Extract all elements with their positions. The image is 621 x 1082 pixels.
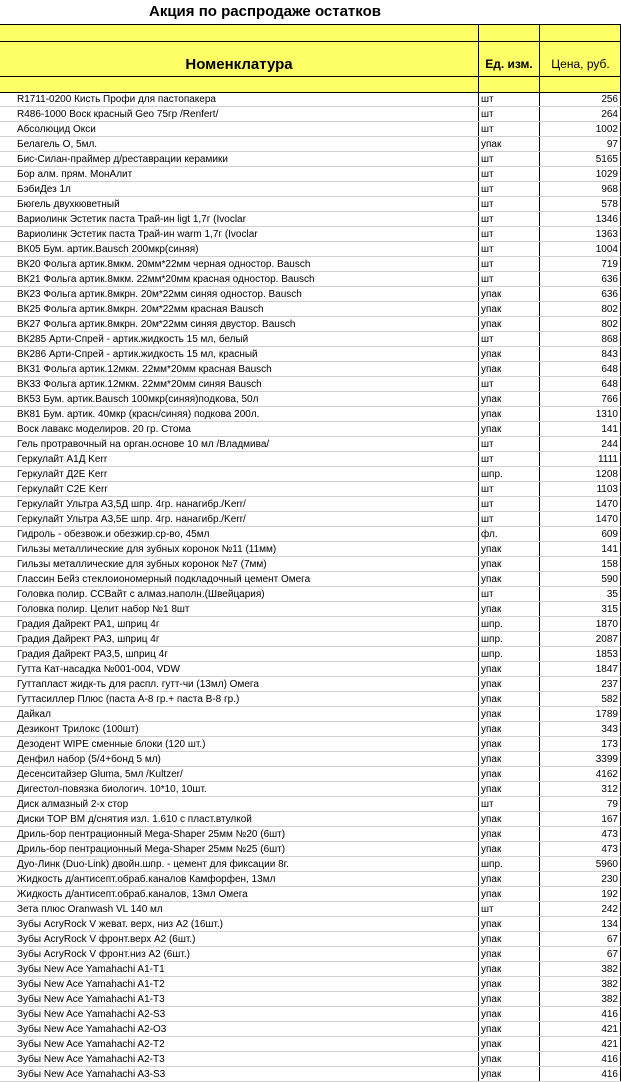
cell-price: 244 xyxy=(601,439,618,450)
table-row[interactable] xyxy=(0,122,621,137)
cell-name: Гель протравочный на орган.основе 10 мл /Владмива/ xyxy=(17,439,270,450)
cell-name: Жидкость д/антисепт.обраб.каналов, 13мл Омега xyxy=(17,889,248,900)
table-row[interactable] xyxy=(0,737,621,752)
cell-unit: шт xyxy=(481,499,494,510)
table-row[interactable] xyxy=(0,692,621,707)
cell-name: ВК285 Арти-Спрей - артик.жидкость 15 мл, белый xyxy=(17,334,249,345)
cell-unit: шт xyxy=(481,109,494,120)
cell-price: 67 xyxy=(606,934,618,945)
cell-name: Вариолинк Эстетик паста Трай-ин ligt 1,7г (Ivoclar xyxy=(17,214,246,225)
column-header-name[interactable]: Номенклатура xyxy=(185,55,293,73)
cell-unit: упак xyxy=(481,919,502,930)
cell-price: 802 xyxy=(601,319,618,330)
table-row[interactable] xyxy=(0,422,621,437)
table-row[interactable] xyxy=(0,662,621,677)
cell-price: 1470 xyxy=(595,499,618,510)
table-row[interactable] xyxy=(0,92,621,107)
sheet-title: Акция по распродаже остатков xyxy=(149,3,381,20)
cell-unit: упак xyxy=(481,664,502,675)
table-row[interactable] xyxy=(0,107,621,122)
cell-name: Зубы New Ace Yamahachi A3-S3 xyxy=(17,1069,166,1080)
cell-unit: шт xyxy=(481,184,494,195)
cell-name: Градия Дайрект PA3, шприц 4г xyxy=(17,634,160,645)
column-header-unit[interactable]: Ед. изм. xyxy=(485,57,533,71)
cell-unit: упак xyxy=(481,304,502,315)
cell-price: 1103 xyxy=(596,484,618,495)
cell-unit: шт xyxy=(481,199,494,210)
table-row[interactable] xyxy=(0,932,621,947)
cell-price: 192 xyxy=(601,889,618,900)
table-row[interactable] xyxy=(0,542,621,557)
cell-unit: шт xyxy=(481,244,494,255)
cell-price: 1847 xyxy=(595,664,618,675)
table-row[interactable] xyxy=(0,347,621,362)
table-row[interactable] xyxy=(0,287,621,302)
table-row[interactable] xyxy=(0,797,621,812)
table-row[interactable] xyxy=(0,1052,621,1067)
cell-unit: упак xyxy=(481,544,502,555)
cell-unit: упак xyxy=(481,1039,502,1050)
cell-unit: упак xyxy=(481,979,502,990)
cell-price: 421 xyxy=(601,1039,618,1050)
grid-line xyxy=(0,24,621,25)
cell-price: 35 xyxy=(606,589,618,600)
table-row[interactable] xyxy=(0,392,621,407)
table-row[interactable] xyxy=(0,812,621,827)
table-row[interactable] xyxy=(0,887,621,902)
cell-unit: упак xyxy=(481,1054,502,1065)
cell-name: Головка полир. ССВайт с алмаз.наполн.(Швейцария) xyxy=(17,589,265,600)
cell-name: Вариолинк Эстетик паста Трай-ин warm 1,7г (Ivoclar xyxy=(17,229,258,240)
table-row[interactable] xyxy=(0,437,621,452)
cell-name: Дриль-бор пентрационный Mega-Shaper 25мм №25 (6шт) xyxy=(17,844,286,855)
cell-price: 1310 xyxy=(595,409,618,420)
cell-price: 1029 xyxy=(595,169,618,180)
table-row[interactable] xyxy=(0,782,621,797)
cell-unit: упак xyxy=(481,349,502,360)
cell-unit: упак xyxy=(481,814,502,825)
cell-price: 590 xyxy=(601,574,618,585)
cell-unit: шпр. xyxy=(481,469,503,480)
table-row[interactable] xyxy=(0,857,621,872)
cell-price: 382 xyxy=(601,994,618,1005)
cell-name: Гильзы металлические для зубных коронок №7 (7мм) xyxy=(17,559,267,570)
table-row[interactable] xyxy=(0,272,621,287)
cell-name: ВК05 Бум. артик.Bausch 200мкр(синяя) xyxy=(17,244,199,255)
cell-name: Диск алмазный 2-х стор xyxy=(17,799,129,810)
table-row[interactable] xyxy=(0,512,621,527)
cell-unit: шт xyxy=(481,484,494,495)
table-row[interactable] xyxy=(0,677,621,692)
cell-price: 416 xyxy=(601,1069,618,1080)
cell-price: 636 xyxy=(601,289,618,300)
table-row[interactable] xyxy=(0,377,621,392)
cell-name: Зубы AcryRock V жеват. верх, низ А2 (16шт.) xyxy=(17,919,223,930)
cell-unit: упак xyxy=(481,889,502,900)
cell-name: Зубы New Ace Yamahachi A1-T3 xyxy=(17,994,165,1005)
cell-unit: упак xyxy=(481,769,502,780)
cell-price: 5165 xyxy=(595,154,618,165)
table-row[interactable] xyxy=(0,647,621,662)
cell-name: Гуттасиллер Плюс (паста А-8 гр.+ паста В-8 гр.) xyxy=(17,694,240,705)
cell-price: 1870 xyxy=(595,619,618,630)
cell-name: R486-1000 Воск красный Geo 75гр /Renfert/ xyxy=(17,109,219,120)
table-row[interactable] xyxy=(0,947,621,962)
cell-unit: упак xyxy=(481,604,502,615)
table-row[interactable] xyxy=(0,257,621,272)
cell-name: Зубы AcryRock V фронт.низ А2 (6шт.) xyxy=(17,949,190,960)
cell-name: Зубы New Ace Yamahachi A2-O3 xyxy=(17,1024,167,1035)
cell-name: R1711-0200 Кисть Профи для пастопакера xyxy=(17,94,216,105)
price-table-body xyxy=(0,92,621,1082)
cell-unit: упак xyxy=(481,1069,502,1080)
cell-price: 4162 xyxy=(595,769,618,780)
cell-price: 167 xyxy=(601,814,618,825)
cell-name: ВК286 Арти-Спрей - артик.жидкость 15 мл, красный xyxy=(17,349,258,360)
cell-price: 582 xyxy=(601,694,618,705)
table-row[interactable] xyxy=(0,587,621,602)
cell-unit: упак xyxy=(481,994,502,1005)
cell-unit: шпр. xyxy=(481,634,503,645)
cell-price: 802 xyxy=(601,304,618,315)
cell-name: Дриль-бор пентрационный Mega-Shaper 25мм №20 (6шт) xyxy=(17,829,286,840)
cell-price: 421 xyxy=(601,1024,618,1035)
cell-name: ВК27 Фольга артик.8мкрн. 20м*22мм синяя двустор. Bausch xyxy=(17,319,296,330)
cell-unit: упак xyxy=(481,949,502,960)
cell-name: Дезодент WIPE сменные блоки (120 шт.) xyxy=(17,739,206,750)
cell-price: 843 xyxy=(601,349,618,360)
cell-unit: упак xyxy=(481,574,502,585)
cell-unit: упак xyxy=(481,934,502,945)
cell-price: 67 xyxy=(606,949,618,960)
cell-name: Глассин Бейз стеклоиономерный подкладочный цемент Омега xyxy=(17,574,311,585)
table-row[interactable] xyxy=(0,842,621,857)
cell-name: Геркулайт Ультра А3,5Д шпр. 4гр. нанагибр./Kerr/ xyxy=(17,499,246,510)
cell-price: 256 xyxy=(601,94,618,105)
cell-unit: шт xyxy=(481,214,494,225)
cell-name: Воск лавакс моделиров. 20 гр. Стома xyxy=(17,424,191,435)
cell-unit: упак xyxy=(481,874,502,885)
cell-name: Зубы New Ace Yamahachi A1-T1 xyxy=(17,964,165,975)
cell-unit: шт xyxy=(481,154,494,165)
cell-unit: шт xyxy=(481,454,494,465)
cell-unit: упак xyxy=(481,844,502,855)
cell-name: Головка полир. Целит набор №1 8шт xyxy=(17,604,190,615)
cell-price: 158 xyxy=(601,559,618,570)
table-row[interactable] xyxy=(0,197,621,212)
cell-name: Абсолюцид Окси xyxy=(17,124,96,135)
cell-name: ВК25 Фольга артик.8мкрн. 20м*22мм красная Bausch xyxy=(17,304,264,315)
table-row[interactable] xyxy=(0,527,621,542)
cell-name: Зубы New Ace Yamahachi A1-T2 xyxy=(17,979,165,990)
cell-name: Диски TOP BM д/снятия изл. 1.610 с пласт.втулкой xyxy=(17,814,252,825)
cell-name: Зубы New Ace Yamahachi A2-T2 xyxy=(17,1039,165,1050)
cell-unit: упак xyxy=(481,139,502,150)
table-row[interactable] xyxy=(0,557,621,572)
cell-name: Бис-Силан-праймер д/реставрации керамики xyxy=(17,154,228,165)
table-row[interactable] xyxy=(0,167,621,182)
cell-name: Геркулайт Ультра А3,5Е шпр. 4гр. нанагибр./Kerr/ xyxy=(17,514,246,525)
table-row[interactable] xyxy=(0,1007,621,1022)
table-row[interactable] xyxy=(0,452,621,467)
cell-price: 312 xyxy=(601,784,618,795)
cell-price: 473 xyxy=(601,844,618,855)
cell-unit: шт xyxy=(481,514,494,525)
cell-price: 636 xyxy=(601,274,618,285)
cell-unit: шт xyxy=(481,259,494,270)
cell-price: 1004 xyxy=(595,244,618,255)
cell-name: БэбиДез 1л xyxy=(17,184,71,195)
cell-price: 473 xyxy=(601,829,618,840)
cell-unit: упак xyxy=(481,679,502,690)
cell-name: Зубы New Ace Yamahachi A2-S3 xyxy=(17,1009,166,1020)
cell-name: Дуо-Линк (Duo-Link) двойн.шпр. - цемент для фиксации 8г. xyxy=(17,859,289,870)
cell-price: 416 xyxy=(601,1054,618,1065)
cell-name: Геркулайт А1Д Kerr xyxy=(17,454,108,465)
cell-name: Денфил набор (5/4+бонд 5 мл) xyxy=(17,754,161,765)
table-row[interactable] xyxy=(0,962,621,977)
cell-price: 3399 xyxy=(595,754,618,765)
cell-unit: шт xyxy=(481,94,494,105)
table-row[interactable] xyxy=(0,1037,621,1052)
table-row[interactable] xyxy=(0,632,621,647)
cell-price: 141 xyxy=(601,544,618,555)
cell-price: 766 xyxy=(601,394,618,405)
table-row[interactable] xyxy=(0,302,621,317)
table-row[interactable] xyxy=(0,1022,621,1037)
cell-name: Дигестол-повязка биологич. 10*10, 10шт. xyxy=(17,784,207,795)
cell-name: Зубы New Ace Yamahachi A2-T3 xyxy=(17,1054,165,1065)
cell-price: 578 xyxy=(601,199,618,210)
cell-name: Белагель О, 5мл. xyxy=(17,139,98,150)
cell-unit: шт xyxy=(481,169,494,180)
table-row[interactable] xyxy=(0,827,621,842)
cell-unit: упак xyxy=(481,1009,502,1020)
cell-unit: шт xyxy=(481,799,494,810)
cell-price: 648 xyxy=(601,364,618,375)
cell-price: 382 xyxy=(601,979,618,990)
cell-unit: упак xyxy=(481,739,502,750)
cell-name: ВК81 Бум. артик. 40мкр (красн/синяя) подкова 200л. xyxy=(17,409,260,420)
table-row[interactable] xyxy=(0,617,621,632)
table-row[interactable] xyxy=(0,917,621,932)
cell-unit: шпр. xyxy=(481,859,503,870)
table-row[interactable] xyxy=(0,332,621,347)
cell-unit: упак xyxy=(481,964,502,975)
cell-unit: упак xyxy=(481,694,502,705)
cell-price: 382 xyxy=(601,964,618,975)
cell-name: Зубы AcryRock V фронт.верх А2 (6шт.) xyxy=(17,934,196,945)
cell-name: Зета плюс Oranwash VL 140 мл xyxy=(17,904,163,915)
cell-name: ВК21 Фольга артик.8мкм. 22мм*20мм красная одностор. Bausch xyxy=(17,274,315,285)
cell-price: 1208 xyxy=(595,469,618,480)
table-row[interactable] xyxy=(0,977,621,992)
cell-price: 719 xyxy=(601,259,618,270)
cell-unit: упак xyxy=(481,319,502,330)
cell-unit: шт xyxy=(481,904,494,915)
cell-price: 1789 xyxy=(595,709,618,720)
cell-price: 2087 xyxy=(595,634,618,645)
table-row[interactable] xyxy=(0,602,621,617)
cell-price: 97 xyxy=(606,139,618,150)
cell-price: 1002 xyxy=(595,124,618,135)
table-row[interactable] xyxy=(0,902,621,917)
cell-name: Гильзы металлические для зубных коронок №11 (11мм) xyxy=(17,544,277,555)
cell-unit: шт xyxy=(481,229,494,240)
cell-unit: упак xyxy=(481,709,502,720)
cell-price: 242 xyxy=(601,904,618,915)
cell-name: Дезиконт Трилокс (100шт) xyxy=(17,724,139,735)
cell-price: 1346 xyxy=(595,214,618,225)
cell-unit: упак xyxy=(481,559,502,570)
cell-price: 1363 xyxy=(595,229,618,240)
cell-price: 1470 xyxy=(595,514,618,525)
cell-price: 173 xyxy=(601,739,618,750)
table-row[interactable] xyxy=(0,767,621,782)
table-row[interactable] xyxy=(0,872,621,887)
cell-name: Геркулайт Д2Е Kerr xyxy=(17,469,108,480)
table-row[interactable] xyxy=(0,212,621,227)
cell-price: 237 xyxy=(601,679,618,690)
table-row[interactable] xyxy=(0,572,621,587)
cell-price: 1853 xyxy=(595,649,618,660)
table-row[interactable] xyxy=(0,497,621,512)
table-row[interactable] xyxy=(0,1067,621,1082)
cell-name: Бор алм. прям. МонАлит xyxy=(17,169,133,180)
cell-unit: фл. xyxy=(481,529,498,540)
cell-price: 5960 xyxy=(595,859,618,870)
table-row[interactable] xyxy=(0,152,621,167)
cell-unit: упак xyxy=(481,409,502,420)
cell-price: 315 xyxy=(601,604,618,615)
cell-unit: шт xyxy=(481,124,494,135)
table-row[interactable] xyxy=(0,317,621,332)
cell-unit: шпр. xyxy=(481,619,503,630)
cell-name: Гутта Кат-насадка №001-004, VDW xyxy=(17,664,180,675)
cell-name: ВК23 Фольга артик.8мкрн. 20м*22мм синяя одностор. Bausch xyxy=(17,289,302,300)
cell-unit: шт xyxy=(481,379,494,390)
cell-price: 134 xyxy=(601,919,618,930)
cell-unit: упак xyxy=(481,289,502,300)
cell-unit: шт xyxy=(481,439,494,450)
cell-name: ВК20 Фольга артик.8мкм. 20мм*22мм черная одностор. Bausch xyxy=(17,259,311,270)
table-row[interactable] xyxy=(0,407,621,422)
cell-name: Бюгель двухкюветный xyxy=(17,199,120,210)
table-row[interactable] xyxy=(0,482,621,497)
table-row[interactable] xyxy=(0,467,621,482)
cell-unit: упак xyxy=(481,724,502,735)
cell-name: Градия Дайрект PA3,5, шприц 4г xyxy=(17,649,168,660)
cell-price: 868 xyxy=(601,334,618,345)
table-row[interactable] xyxy=(0,992,621,1007)
cell-price: 264 xyxy=(601,109,618,120)
cell-price: 343 xyxy=(601,724,618,735)
cell-price: 416 xyxy=(601,1009,618,1020)
table-row[interactable] xyxy=(0,227,621,242)
cell-unit: упак xyxy=(481,364,502,375)
table-row[interactable] xyxy=(0,242,621,257)
cell-price: 230 xyxy=(601,874,618,885)
cell-name: Гидроль - обезвож.и обезжир.ср-во, 45мл xyxy=(17,529,210,540)
cell-unit: упак xyxy=(481,784,502,795)
cell-price: 79 xyxy=(606,799,618,810)
column-header-price[interactable]: Цена, руб. xyxy=(551,57,610,71)
cell-unit: шт xyxy=(481,274,494,285)
cell-unit: упак xyxy=(481,829,502,840)
table-row[interactable] xyxy=(0,137,621,152)
cell-name: Геркулайт С2Е Kerr xyxy=(17,484,108,495)
cell-unit: упак xyxy=(481,424,502,435)
cell-name: Гуттапласт жидк-ть для распл. гутт-чи (13мл) Омега xyxy=(17,679,259,690)
table-row[interactable] xyxy=(0,722,621,737)
table-row[interactable] xyxy=(0,182,621,197)
cell-price: 968 xyxy=(601,184,618,195)
cell-name: Дайкал xyxy=(17,709,51,720)
cell-price: 609 xyxy=(601,529,618,540)
cell-name: ВК33 Фольга артик.12мкм. 22мм*20мм синяя Bausch xyxy=(17,379,262,390)
table-row[interactable] xyxy=(0,752,621,767)
table-row[interactable] xyxy=(0,362,621,377)
cell-unit: шт xyxy=(481,334,494,345)
cell-name: Градия Дайрект PA1, шприц 4г xyxy=(17,619,160,630)
cell-name: ВК31 Фольга артик.12мкм. 22мм*20мм красная Bausch xyxy=(17,364,272,375)
cell-unit: шт xyxy=(481,589,494,600)
cell-name: ВК53 Бум. артик.Bausch 100мкр(синяя)подкова, 50л xyxy=(17,394,259,405)
cell-name: Десенситайзер Gluma, 5мл /Kultzer/ xyxy=(17,769,183,780)
cell-price: 648 xyxy=(601,379,618,390)
cell-unit: упак xyxy=(481,394,502,405)
cell-price: 141 xyxy=(601,424,618,435)
cell-unit: шпр. xyxy=(481,649,503,660)
cell-unit: упак xyxy=(481,754,502,765)
cell-name: Жидкость д/антисепт.обраб.каналов Камфорфен, 13мл xyxy=(17,874,276,885)
table-row[interactable] xyxy=(0,707,621,722)
cell-price: 1111 xyxy=(597,454,618,465)
cell-unit: упак xyxy=(481,1024,502,1035)
